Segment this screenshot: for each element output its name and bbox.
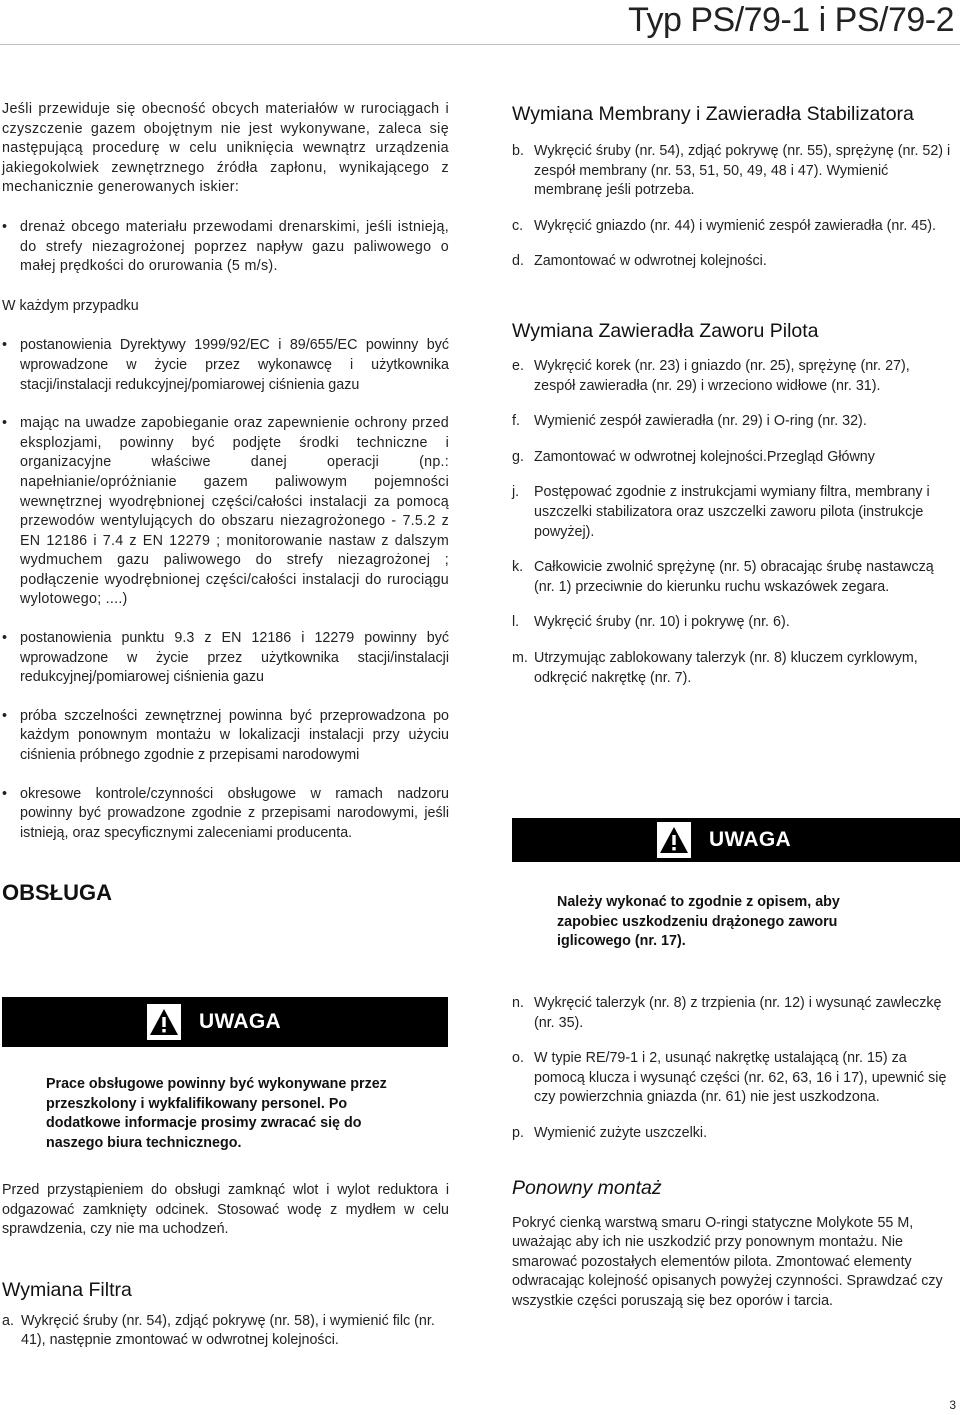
membrane-heading: Wymiana Membrany i Zawieradła Stabilizatora — [512, 103, 914, 125]
warning-text: Należy wykonać to zgodnie z opisem, aby zapobiec uszkodzeniu drążonego zaworu iglicowego (nr. 17). — [557, 894, 840, 950]
drainage-list — [2, 218, 449, 277]
right-column-lower — [512, 994, 952, 1312]
disassembly-steps — [512, 994, 952, 1144]
step-letter: m. — [512, 649, 528, 666]
step-letter: a. — [2, 1312, 14, 1329]
step-text: Zamontować w odwrotnej kolejności.Przegląd Główny — [534, 448, 875, 465]
list-item — [512, 217, 952, 237]
step-letter: e. — [512, 357, 524, 374]
step-text: Wykręcić gniazdo (nr. 44) i wymienić zespół zawieradła (nr. 45). — [534, 217, 936, 234]
before-service-paragraph: Przed przystąpieniem do obsługi zamknąć wlot i wylot reduktora i odgazować zamknięty odcinek. Stosować wodę z mydłem w celu sprawdzenia, czy nie ma uchodzeń. — [2, 1182, 449, 1238]
each-case-label: W każdym przypadku — [2, 297, 139, 314]
list-item — [512, 649, 952, 688]
list-item — [2, 1312, 449, 1351]
right-column — [512, 100, 952, 688]
step-letter: f. — [512, 413, 520, 430]
warning-banner — [2, 997, 448, 1047]
left-column-lower — [2, 1181, 449, 1351]
list-item: • postanowienia Dyrektywy 1999/92/EC i 89/655/EC powinny być wprowadzone w życie przez wykonawcę i użytkownika stacji/instalacji redukcyjnej/pomiarowej ciśnienia gazu — [2, 336, 449, 395]
list-item: • drenaż obcego materiału przewodami drenarskimi, jeśli istnieją, do strefy niezagrożonej poprzez napływ gazu paliwowego o małej prędkości do orurowania (5 m/s). — [2, 218, 449, 277]
warning-triangle-icon — [657, 822, 691, 858]
list-item — [512, 483, 952, 542]
pilot-heading: Wymiana Zawieradła Zaworu Pilota — [512, 319, 819, 342]
step-text: Wykręcić śruby (nr. 54), zdjąć pokrywę (nr. 55), sprężynę (nr. 52) i zespół membrany (nr. 53, 51, 50, 49, 48 i 47). Wymienić membranę jeśli potrzeba. — [534, 143, 951, 199]
intro-paragraph: Jeśli przewiduje się obecność obcych materiałów w rurociągach i czyszczenie gazem obojętnym nie jest wykonywane, zaleca się następującą procedurę w celu uniknięcia wewnątrz urządzenia jakiegokolwiek zewnętrznego źródła zapłonu, wynikającego z mechanicznie generowanych iskier: — [2, 101, 449, 196]
step-letter: p. — [512, 1124, 524, 1141]
membrane-steps — [512, 142, 952, 272]
step-letter: n. — [512, 995, 524, 1011]
header-rule — [0, 44, 960, 45]
step-text: Wymienić zespół zawieradła (nr. 29) i O-ring (nr. 32). — [534, 413, 867, 430]
requirements-list — [2, 336, 449, 843]
list-item: • okresowe kontrole/czynności obsługowe w ramach nadzoru powinny być prowadzone zgodnie z przepisami narodowymi, jeśli istnieją, oraz specyficznymi zaleceniami producenta. — [2, 785, 449, 844]
filter-heading: Wymiana Filtra — [2, 1278, 132, 1301]
reassembly-paragraph: Pokryć cienką warstwą smaru O-ringi statyczne Molykote 55 M, uważając aby ich nie uszkodzić przy ponownym montażu. Nie smarować pozostałych elementów pilota. Zmontować elementy odwracając kolejność opisanych powyżej czynności. Sprawdzać czy wszystkie części poruszają się bez oporów i tarcia. — [512, 1214, 943, 1309]
page-number: 3 — [949, 1398, 956, 1412]
step-letter: b. — [512, 143, 524, 159]
list-item: • postanowienia punktu 9.3 z EN 12186 i 12279 powinny być wprowadzone w życie przez użytkownika stacji/instalacji redukcyjnej/pomiarowej ciśnienia gazu — [2, 629, 449, 688]
pilot-steps — [512, 357, 952, 688]
step-letter: k. — [512, 559, 524, 576]
step-letter: l. — [512, 614, 520, 631]
list-item — [512, 142, 952, 201]
list-item — [512, 1124, 952, 1144]
document-title: Typ PS/79-1 i PS/79-2 — [628, 1, 954, 39]
step-letter: g. — [512, 448, 524, 465]
list-item — [512, 1049, 952, 1108]
list-item — [512, 357, 952, 396]
step-text: Postępować zgodnie z instrukcjami wymiany filtra, membrany i uszczelki stabilizatora oraz uszczelki zaworu pilota (instrukcje powyżej). — [534, 484, 930, 540]
reassembly-heading: Ponowny montaż — [512, 1176, 662, 1199]
warning-label: UWAGA — [199, 1010, 281, 1033]
step-letter: o. — [512, 1050, 524, 1067]
step-text: Wykręcić korek (nr. 23) i gniazdo (nr. 25), sprężynę (nr. 27), zespół zawieradła (nr. 29) i wrzeciono widłowe (nr. 31). — [534, 357, 910, 394]
service-heading: OBSŁUGA — [2, 880, 112, 906]
left-column — [2, 100, 449, 907]
list-item: • próba szczelności zewnętrznej powinna być przeprowadzona po każdym ponownym montażu w lokalizacji instalacji przy użyciu ciśnienia próbnego zgodnie z przepisami narodowymi — [2, 707, 449, 766]
list-item: • mając na uwadze zapobieganie oraz zapewnienie ochrony przed eksplozjami, powinny być podjęte środki techniczne i organizacyjne właściwe danej operacji (np.: napełnianie/opróżnianie gazem paliwowym pojemności wewnętrznej wyodrębnionej części/całości instalacji za pomocą przewodów wentylujących do obszaru niezagrożonego - 7.5.2 z EN 12186 i 7.4 z EN 12279 ; monitorowanie nastaw z dalszym wydmuchem gazu paliwowego do strefy niezagrożonej ; podłączenie wyodrębnionej części/całości instalacji do rurociągu wylotowego; ....) — [2, 414, 449, 610]
list-item — [512, 994, 952, 1033]
list-item — [512, 412, 952, 432]
warning-triangle-icon — [147, 1004, 181, 1040]
step-text: Wykręcić talerzyk (nr. 8) z trzpienia (nr. 12) i wysunąć zawleczkę (nr. 35). — [534, 995, 942, 1031]
list-item — [512, 613, 952, 633]
step-text: Zamontować w odwrotnej kolejności. — [534, 253, 767, 270]
step-letter: j. — [512, 484, 520, 501]
step-text: Utrzymując zablokowany talerzyk (nr. 8) kluczem cyrklowym, odkręcić nakrętkę (nr. 7). — [534, 649, 918, 686]
step-letter: c. — [512, 217, 524, 234]
warning-banner — [512, 818, 960, 862]
warning-text: Prace obsługowe powinny być wykonywane przez przeszkolony i wykfalifikowany personel. Po dodatkowe informacje prosimy zwracać się do naszego biura technicznego. — [46, 1076, 387, 1151]
list-item — [512, 252, 952, 272]
filter-steps — [2, 1312, 449, 1351]
list-item — [512, 558, 952, 597]
step-text: Całkowicie zwolnić sprężynę (nr. 5) obracając śrubę nastawczą (nr. 1) przeciwnie do kierunku ruchu wskazówek zegara. — [534, 559, 934, 595]
step-text: Wykręcić śruby (nr. 10) i pokrywę (nr. 6). — [534, 614, 790, 631]
step-text: Wymienić zużyte uszczelki. — [534, 1124, 708, 1141]
list-item — [512, 448, 952, 468]
warning-label: UWAGA — [709, 828, 791, 851]
step-text: W typie RE/79-1 i 2, usunąć nakrętkę ustalającą (nr. 15) za pomocą klucza i wysunąć części (nr. 62, 63, 16 i 17), upewnić się czy powierzchnia gniazda (nr. 61) nie jest uszkodzona. — [534, 1050, 947, 1106]
step-text: Wykręcić śruby (nr. 54), zdjąć pokrywę (nr. 58), i wymienić filc (nr. 41), następnie zmontować w odwrotnej kolejności. — [21, 1312, 435, 1349]
step-letter: d. — [512, 253, 524, 270]
